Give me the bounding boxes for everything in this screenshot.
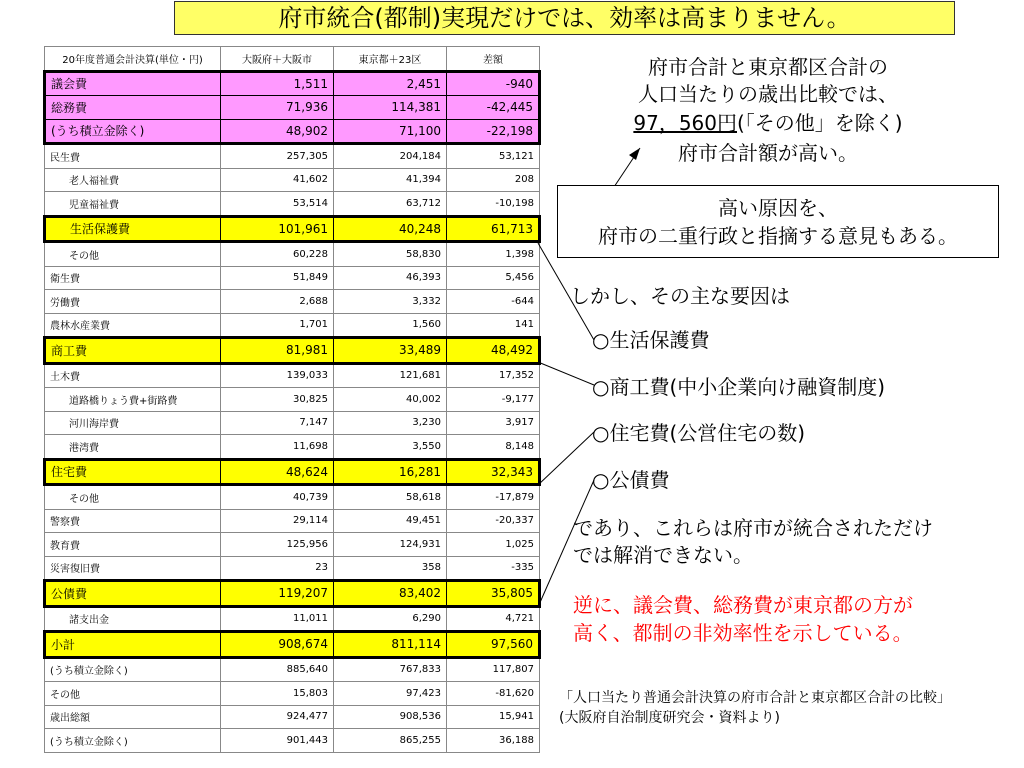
red-note-line-2: 高く、都制の非効率性を示している。	[573, 621, 913, 645]
row-label: 道路橋りょう費+街路費	[45, 388, 221, 412]
osaka-value: 257,305	[221, 144, 334, 169]
tokyo-value: 3,230	[334, 411, 447, 435]
difference-value: 17,352	[447, 363, 540, 388]
box-line-1: 高い原因を、	[718, 196, 838, 220]
conclusion-line-2: では解消できない。	[573, 543, 753, 567]
conclusion-line-1: であり、これらは府市が統合されただけ	[573, 516, 933, 540]
difference-value: 15,941	[447, 705, 540, 729]
tokyo-value: 1,560	[334, 313, 447, 338]
difference-value: -17,879	[447, 485, 540, 510]
row-label: 生活保護費	[45, 216, 221, 242]
row-label: 民生費	[45, 144, 221, 169]
tokyo-value: 114,381	[334, 96, 447, 120]
tokyo-value: 49,451	[334, 509, 447, 533]
row-label: 衛生費	[45, 266, 221, 290]
factor-item-2: ○商工費(中小企業向け融資制度)	[592, 375, 886, 399]
osaka-value: 48,624	[221, 459, 334, 485]
difference-value: 4,721	[447, 606, 540, 632]
difference-value: 32,343	[447, 459, 540, 485]
row-label: その他	[45, 485, 221, 510]
difference-value: -644	[447, 290, 540, 314]
source-line-1: 「人口当たり普通会計決算の府市合計と東京都区合計の比較」	[559, 690, 951, 706]
difference-value: -940	[447, 71, 540, 96]
osaka-value: 29,114	[221, 509, 334, 533]
difference-value: 36,188	[447, 729, 540, 753]
osaka-value: 7,147	[221, 411, 334, 435]
osaka-value: 51,849	[221, 266, 334, 290]
osaka-value: 125,956	[221, 533, 334, 557]
row-label: 歳出総額	[45, 705, 221, 729]
tokyo-value: 865,255	[334, 729, 447, 753]
difference-value: 61,713	[447, 216, 540, 242]
osaka-value: 2,688	[221, 290, 334, 314]
tokyo-value: 58,830	[334, 242, 447, 267]
osaka-value: 30,825	[221, 388, 334, 412]
osaka-value: 101,961	[221, 216, 334, 242]
row-label: 住宅費	[45, 459, 221, 485]
difference-value: 1,025	[447, 533, 540, 557]
difference-value: -9,177	[447, 388, 540, 412]
tokyo-value: 3,550	[334, 435, 447, 460]
row-label: 議会費	[45, 71, 221, 96]
tokyo-value: 33,489	[334, 338, 447, 364]
tokyo-value: 63,712	[334, 192, 447, 217]
slide-title: 府市統合(都制)実現だけでは、効率は高まりません。	[174, 1, 955, 35]
tokyo-value: 2,451	[334, 71, 447, 96]
difference-value: 5,456	[447, 266, 540, 290]
row-label: 商工費	[45, 338, 221, 364]
difference-value: 8,148	[447, 435, 540, 460]
osaka-value: 40,739	[221, 485, 334, 510]
tokyo-value: 204,184	[334, 144, 447, 169]
tokyo-value: 58,618	[334, 485, 447, 510]
row-label: 公債費	[45, 581, 221, 607]
source-line-2: (大阪府自治制度研究会・資料より)	[559, 710, 780, 726]
note-line-2: 人口当たりの歳出比較では、	[638, 82, 898, 106]
tokyo-value: 3,332	[334, 290, 447, 314]
factor-item-1: ○生活保護費	[592, 328, 710, 352]
difference-value: 1,398	[447, 242, 540, 267]
osaka-value: 11,011	[221, 606, 334, 632]
osaka-value: 23	[221, 556, 334, 581]
header-cell: 大阪府＋大阪市	[221, 47, 334, 72]
osaka-value: 139,033	[221, 363, 334, 388]
osaka-value: 1,701	[221, 313, 334, 338]
row-label: 教育費	[45, 533, 221, 557]
difference-value: 141	[447, 313, 540, 338]
osaka-value: 71,936	[221, 96, 334, 120]
difference-value: -81,620	[447, 682, 540, 706]
row-label: その他	[45, 682, 221, 706]
row-label: 労働費	[45, 290, 221, 314]
difference-value: 48,492	[447, 338, 540, 364]
row-label: 港湾費	[45, 435, 221, 460]
header-cell: 差額	[447, 47, 540, 72]
osaka-value: 924,477	[221, 705, 334, 729]
row-label: 諸支出金	[45, 606, 221, 632]
difference-value: 208	[447, 168, 540, 192]
row-label: (うち積立金除く)	[45, 119, 221, 144]
cause-note-box	[557, 185, 999, 258]
tokyo-value: 767,833	[334, 657, 447, 682]
row-label: 児童福祉費	[45, 192, 221, 217]
difference-value: -10,198	[447, 192, 540, 217]
difference-value: 117,807	[447, 657, 540, 682]
difference-value: 53,121	[447, 144, 540, 169]
tokyo-value: 6,290	[334, 606, 447, 632]
tokyo-value: 83,402	[334, 581, 447, 607]
tokyo-value: 41,394	[334, 168, 447, 192]
difference-value: -20,337	[447, 509, 540, 533]
tokyo-value: 121,681	[334, 363, 447, 388]
box-line-2: 府市の二重行政と指摘する意見もある。	[598, 224, 958, 248]
amount-highlight: 97，560円	[633, 111, 737, 135]
osaka-value: 11,698	[221, 435, 334, 460]
row-label: (うち積立金除く)	[45, 729, 221, 753]
red-note-line-1: 逆に、議会費、総務費が東京都の方が	[573, 593, 913, 617]
osaka-value: 15,803	[221, 682, 334, 706]
osaka-value: 1,511	[221, 71, 334, 96]
difference-value: -22,198	[447, 119, 540, 144]
tokyo-value: 40,248	[334, 216, 447, 242]
header-cell: 20年度普通会計決算(単位・円)	[45, 47, 221, 72]
osaka-value: 53,514	[221, 192, 334, 217]
row-label: 災害復旧費	[45, 556, 221, 581]
row-label: 警察費	[45, 509, 221, 533]
row-label: (うち積立金除く)	[45, 657, 221, 682]
note-line-4: 府市合計額が高い。	[678, 141, 858, 165]
row-label: 小計	[45, 632, 221, 658]
row-label: 老人福祉費	[45, 168, 221, 192]
row-label: 農林水産業費	[45, 313, 221, 338]
difference-value: -42,445	[447, 96, 540, 120]
osaka-value: 885,640	[221, 657, 334, 682]
row-label: 総務費	[45, 96, 221, 120]
tokyo-value: 46,393	[334, 266, 447, 290]
osaka-value: 48,902	[221, 119, 334, 144]
factor-item-4: ○公債費	[592, 468, 670, 492]
row-label: 土木費	[45, 363, 221, 388]
row-label: 河川海岸費	[45, 411, 221, 435]
osaka-value: 41,602	[221, 168, 334, 192]
osaka-value: 60,228	[221, 242, 334, 267]
header-cell: 東京都＋23区	[334, 47, 447, 72]
osaka-value: 908,674	[221, 632, 334, 658]
tokyo-value: 16,281	[334, 459, 447, 485]
tokyo-value: 71,100	[334, 119, 447, 144]
difference-value: 3,917	[447, 411, 540, 435]
tokyo-value: 908,536	[334, 705, 447, 729]
factor-item-3: ○住宅費(公営住宅の数)	[592, 421, 806, 445]
note-line-3	[598, 110, 938, 136]
osaka-value: 901,443	[221, 729, 334, 753]
difference-value: 97,560	[447, 632, 540, 658]
osaka-value: 119,207	[221, 581, 334, 607]
tokyo-value: 97,423	[334, 682, 447, 706]
note-line-1: 府市合計と東京都区合計の	[648, 55, 888, 79]
note-line-3-rest: (「その他」を除く)	[737, 111, 903, 135]
tokyo-value: 811,114	[334, 632, 447, 658]
tokyo-value: 124,931	[334, 533, 447, 557]
tokyo-value: 358	[334, 556, 447, 581]
however-text: しかし、その主な要因は	[570, 284, 790, 308]
row-label: その他	[45, 242, 221, 267]
osaka-value: 81,981	[221, 338, 334, 364]
difference-value: -335	[447, 556, 540, 581]
tokyo-value: 40,002	[334, 388, 447, 412]
difference-value: 35,805	[447, 581, 540, 607]
